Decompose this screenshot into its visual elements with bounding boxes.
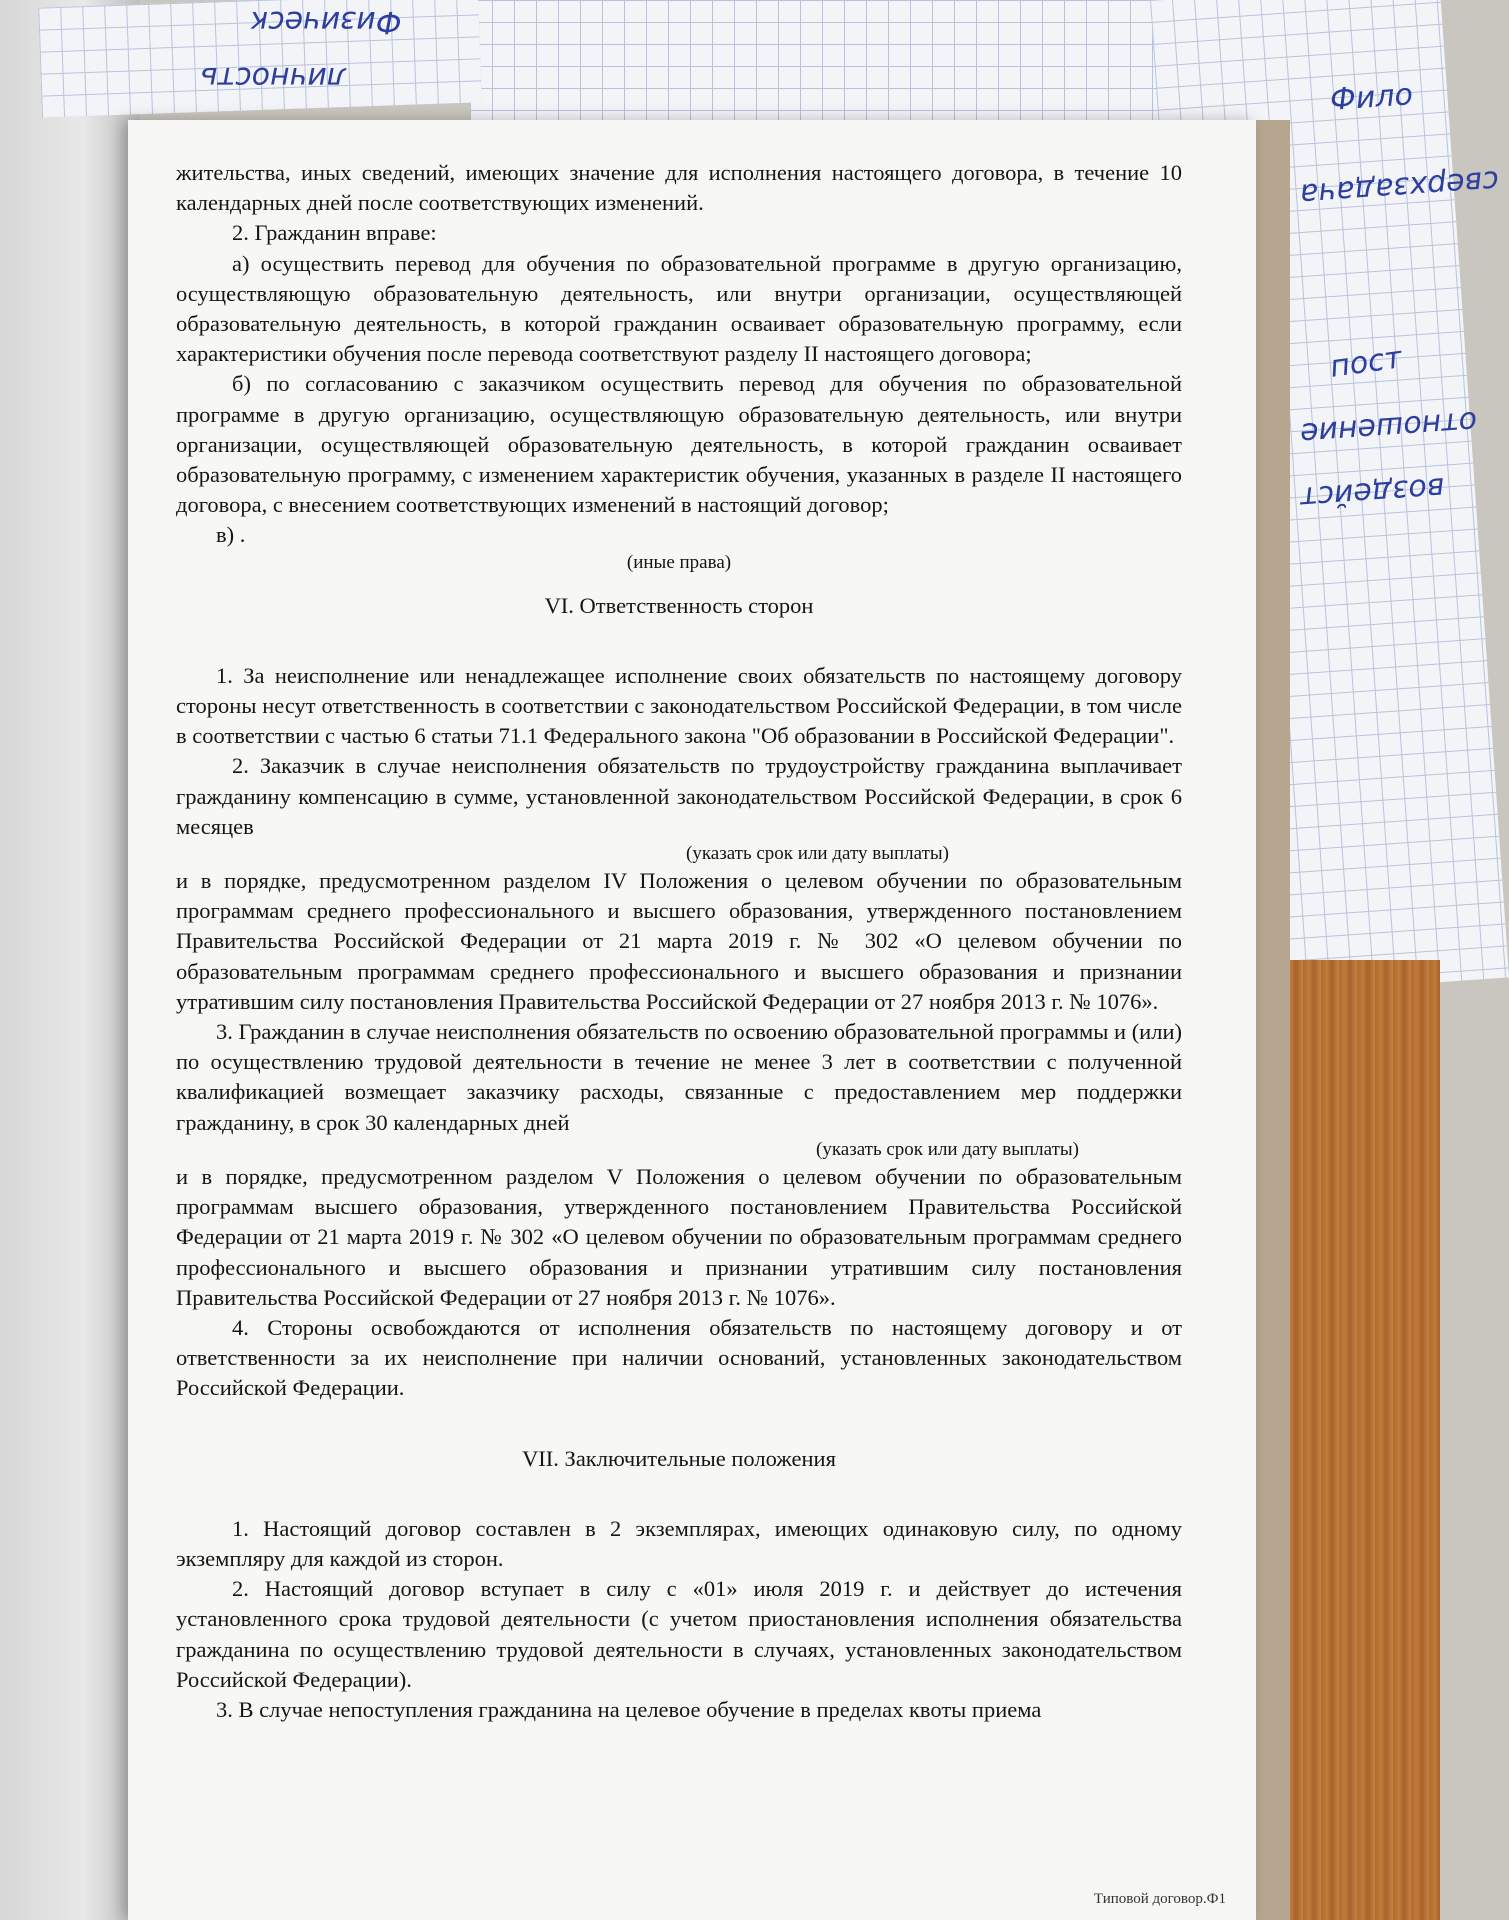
document-page xyxy=(128,120,1256,1920)
grid-paper-top xyxy=(470,0,1190,120)
handwriting: сверхзадача xyxy=(1299,163,1500,212)
paragraph: и в порядке, предусмотренном разделом IV Положения о целевом обучении по образовательным программам среднего профессионального и высшего образования, утвержденного постановлением Правительства Российской Федерации от 21 марта 2019 г. № 302 «О целевом обучении по образовательным программам среднего профессионального и высшего образования и признании утратившим силу постановления Правительства Российской Федерации от 27 ноября 2013 г. № 1076». xyxy=(176,868,1182,1014)
field-caption: (указать срок или дату выплаты) xyxy=(816,1138,1079,1160)
handwriting: Физическ xyxy=(250,4,402,39)
handwriting: личность xyxy=(200,60,347,95)
paragraph: 3. В случае непоступления гражданина на целевое обучение в пределах квоты приема xyxy=(216,1696,1042,1722)
handwriting: пост xyxy=(1327,340,1405,385)
field-caption: (указать срок или дату выплаты) xyxy=(686,843,949,865)
paragraph: жительства, иных сведений, имеющих значение для исполнения настоящего договора, в течение 10 календарных дней после соответствующих изменений. xyxy=(176,160,1182,216)
field-caption: (иные права) xyxy=(626,551,732,573)
handwriting: воздейст xyxy=(1298,469,1446,516)
wooden-table xyxy=(1285,960,1440,1920)
paragraph: 4. Стороны освобождаются от исполнения обязательств по настоящему договору и от ответственности за их неисполнение при наличии оснований, установленных законодательством Российской Федерации. xyxy=(176,1314,1182,1401)
paragraph: 1. Настоящий договор составлен в 2 экземплярах, имеющих одинаковую силу, по одному экземпляру для каждой из сторон. xyxy=(176,1515,1182,1571)
handwriting: Фило xyxy=(1328,77,1414,118)
paragraph: а) осуществить перевод для обучения по образовательной программе в другую организацию, осуществляющую образовательную деятельность, или внутри организации, осуществляющей образовательную деятельность, в которой гражданин осваивает образовательную программу, если характеристики обучения после перевода соответствуют разделу II настоящего договора; xyxy=(176,250,1182,367)
paragraph: 2. Заказчик в случае неисполнения обязательств по трудоустройству гражданина выплачивает гражданину компенсацию в сумме, установленной законодательством Российской Федерации, в срок 6 месяцев xyxy=(176,753,1182,839)
paragraph: б) по согласованию с заказчиком осуществить перевод для обучения по образовательной программе в другую организацию, осуществляющую образовательную деятельность, или внутри организации, осуществляющей образовательную деятельность, в которой гражданин осваивает образовательную программу, с изменением характеристик обучения, указанных в разделе II настоящего договора, с внесением соответствующих изменений в настоящий договор; xyxy=(176,371,1182,518)
handwriting: отношение xyxy=(1298,403,1479,452)
paragraph: в) . xyxy=(216,522,246,548)
cardboard-backing xyxy=(1250,120,1290,1920)
document-body xyxy=(176,158,1182,1725)
section-heading: VI. Ответственность сторон xyxy=(544,592,814,618)
paragraph: 2. Гражданин вправе: xyxy=(232,220,437,246)
paragraph: и в порядке, предусмотренном разделом V Положения о целевом обучении по образовательным программам высшего образования, утвержденного постановлением Правительства Российской Федерации от 21 марта 2019 г. № 302 «О целевом обучении по образовательным программам среднего профессионального и высшего образования и признании утратившим силу постановления Правительства Российской Федерации от 27 ноября 2013 г. № 1076». xyxy=(176,1163,1182,1310)
section-heading: VII. Заключительные положения xyxy=(522,1445,836,1471)
paragraph: 1. За неисполнение или ненадлежащее исполнение своих обязательств по настоящему договору стороны несут ответственность в соответствии с законодательством Российской Федерации, в том числе в соответствии с частью 6 статьи 71.1 Федерального закона "Об образовании в Российской Федерации". xyxy=(176,662,1182,749)
paragraph: 2. Настоящий договор вступает в силу с «01» июля 2019 г. и действует до истечения установленного срока трудовой деятельности (с учетом приостановления исполнения обязательства гражданина по осуществлению трудовой деятельности в случаях, установленных законодательством Российской Федерации). xyxy=(176,1576,1182,1692)
book-edge-left xyxy=(0,0,140,1920)
footer-label: Типовой договор.Ф1 xyxy=(1093,1891,1226,1907)
paragraph: 3. Гражданин в случае неисполнения обязательств по освоению образовательной программы и (или) по осуществлению трудовой деятельности в течение не менее 3 лет в соответствии с полученной квалификацией возмещает заказчику расходы, связанные с предоставлением мер поддержки гражданину, в срок 30 календарных дней xyxy=(176,1019,1182,1135)
